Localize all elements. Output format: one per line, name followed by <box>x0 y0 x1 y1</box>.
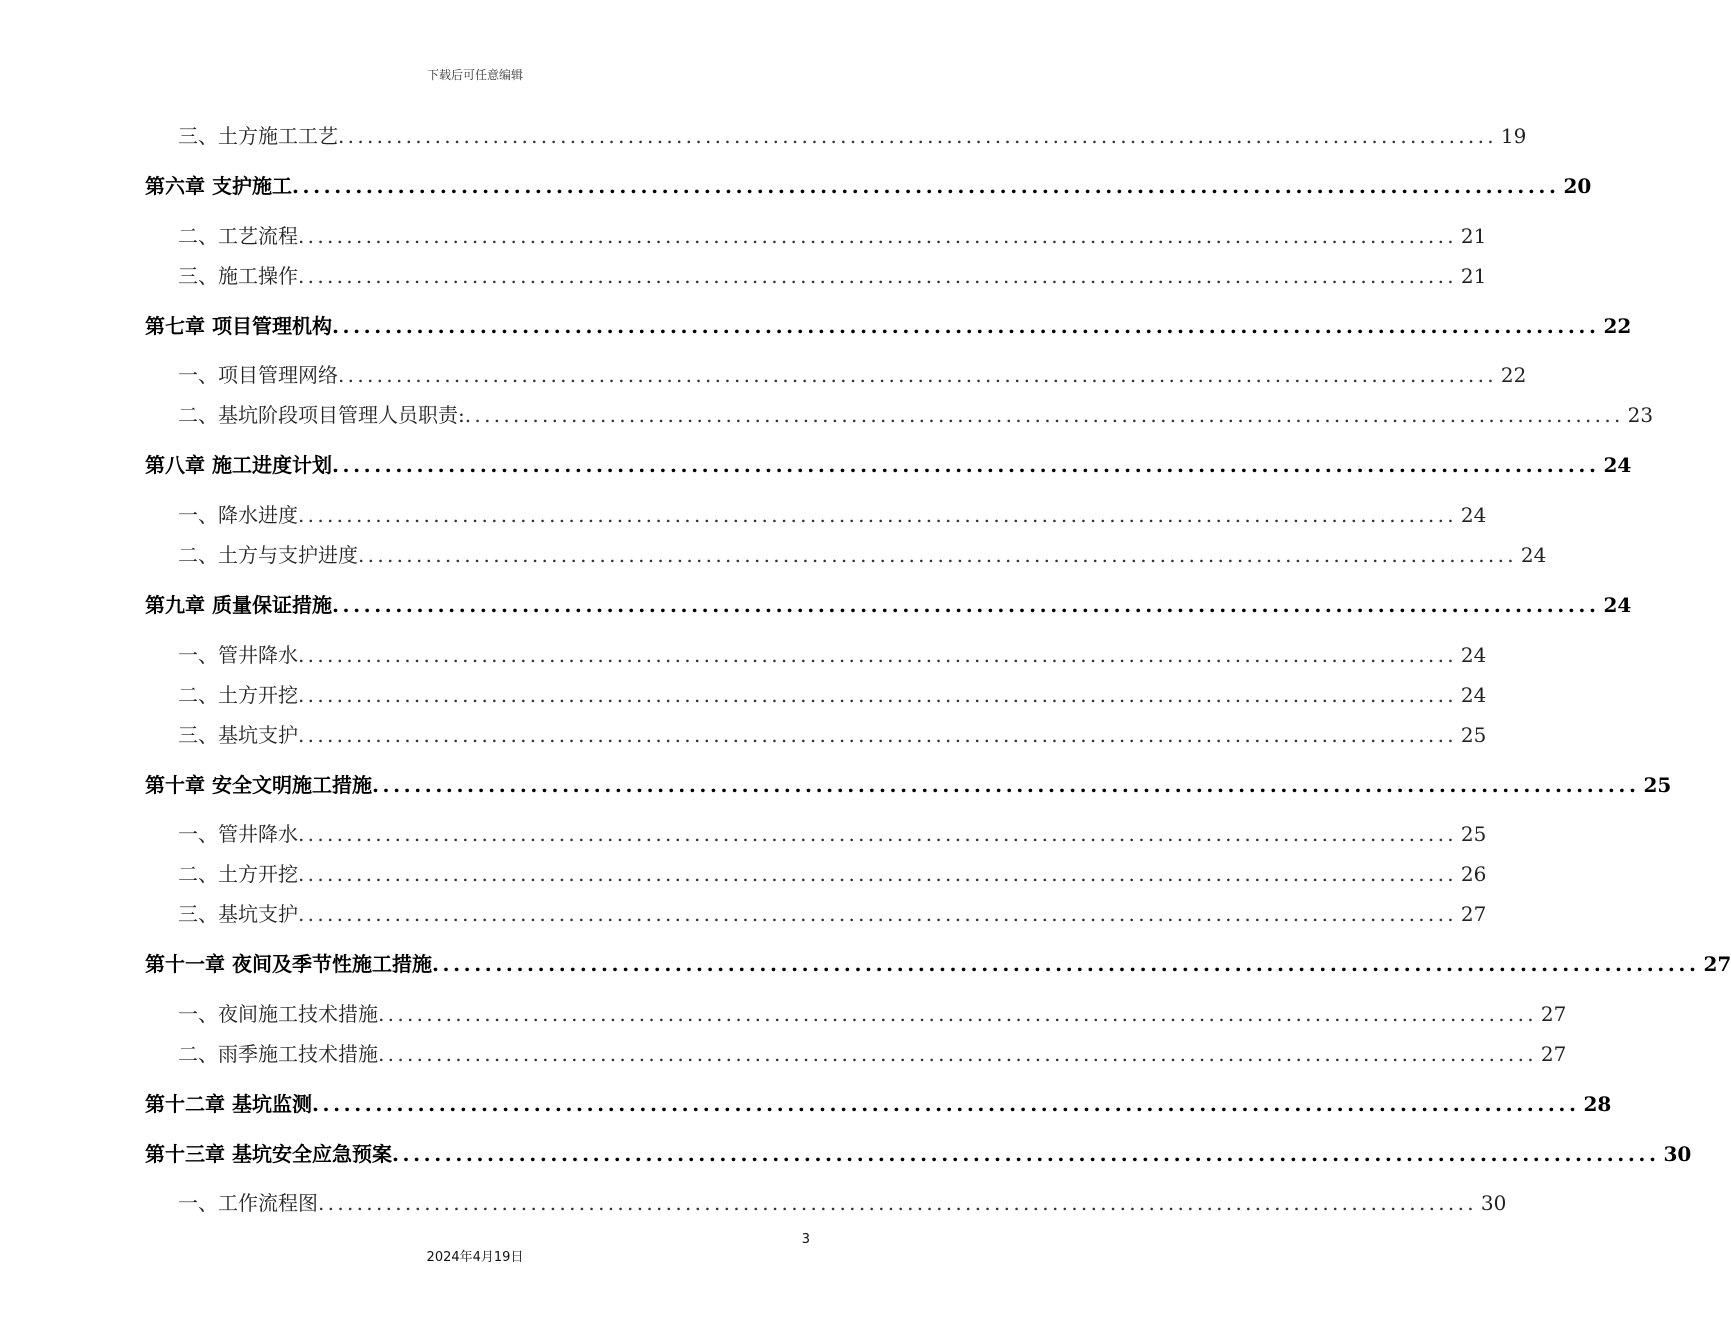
toc-entry-title: 二、工艺流程 <box>178 224 298 248</box>
toc-chapter-entry[interactable] <box>145 310 1632 340</box>
toc-section-entry[interactable] <box>178 719 1487 749</box>
toc-dot-leader: ........................................................................................................................ <box>331 453 1600 477</box>
toc-dot-leader: ........................................................................................................................ <box>464 403 1624 427</box>
toc-dot-leader: ........................................................................................................................ <box>298 902 1457 926</box>
toc-section-entry[interactable] <box>178 858 1487 888</box>
toc-dot-leader: ........................................................................................................................ <box>338 124 1497 148</box>
toc-dot-leader: ........................................................................................................................ <box>391 1142 1660 1166</box>
toc-dot-leader: ........................................................................................................................ <box>298 503 1457 527</box>
toc-section-entry[interactable] <box>178 359 1527 389</box>
toc-section-entry[interactable] <box>178 818 1487 848</box>
toc-entry-title: 第七章 项目管理机构 <box>145 314 332 338</box>
toc-dot-leader: ........................................................................................................................ <box>298 723 1457 747</box>
toc-entry-page: 21 <box>1460 224 1487 248</box>
toc-entry-title: 三、施工操作 <box>178 264 298 288</box>
toc-chapter-entry[interactable] <box>145 170 1592 200</box>
toc-entry-page: 24 <box>1603 453 1632 477</box>
toc-chapter-entry[interactable] <box>145 769 1672 799</box>
toc-entry-title: 第十一章 夜间及季节性施工措施 <box>145 952 432 976</box>
toc-entry-page: 30 <box>1663 1142 1692 1166</box>
toc-entry-title: 三、土方施工工艺 <box>178 124 338 148</box>
toc-dot-leader: ........................................................................................................................ <box>298 643 1457 667</box>
toc-entry-page: 27 <box>1703 952 1731 976</box>
toc-entry-title: 一、工作流程图 <box>178 1191 318 1215</box>
toc-entry-page: 22 <box>1603 314 1632 338</box>
toc-entry-title: 二、基坑阶段项目管理人员职责: <box>178 403 465 427</box>
toc-entry-page: 22 <box>1500 363 1527 387</box>
toc-dot-leader: ........................................................................................................................ <box>291 174 1560 198</box>
toc-dot-leader: ........................................................................................................................ <box>371 773 1640 797</box>
toc-entry-title: 一、项目管理网络 <box>178 363 338 387</box>
toc-entry-page: 19 <box>1500 124 1527 148</box>
toc-chapter-entry[interactable] <box>145 948 1731 978</box>
toc-entry-title: 二、土方与支护进度 <box>178 543 358 567</box>
toc-dot-leader: ........................................................................................................................ <box>298 264 1457 288</box>
toc-entry-page: 24 <box>1460 503 1487 527</box>
footer-date: 2024年4月19日 <box>426 1250 524 1265</box>
toc-section-entry[interactable] <box>178 898 1487 928</box>
toc-section-entry[interactable] <box>178 1187 1507 1217</box>
page-number: 3 <box>801 1232 810 1247</box>
toc-chapter-entry[interactable] <box>145 589 1632 619</box>
toc-section-entry[interactable] <box>178 679 1487 709</box>
toc-dot-leader: ........................................................................................................................ <box>298 862 1457 886</box>
page-header-note: 下载后可任意编辑 <box>426 68 523 82</box>
toc-entry-title: 第八章 施工进度计划 <box>145 453 332 477</box>
toc-dot-leader: ........................................................................................................................ <box>331 593 1600 617</box>
toc-entry-page: 25 <box>1460 822 1487 846</box>
toc-entry-page: 24 <box>1460 643 1487 667</box>
toc-entry-page: 28 <box>1583 1092 1612 1116</box>
toc-entry-page: 25 <box>1460 723 1487 747</box>
toc-entry-title: 一、管井降水 <box>178 643 298 667</box>
toc-dot-leader: ........................................................................................................................ <box>431 952 1700 976</box>
toc-section-entry[interactable] <box>178 260 1487 290</box>
toc-entry-title: 第九章 质量保证措施 <box>145 593 332 617</box>
toc-dot-leader: ........................................................................................................................ <box>298 822 1457 846</box>
toc-section-entry[interactable] <box>178 220 1487 250</box>
toc-chapter-entry[interactable] <box>145 449 1632 479</box>
toc-entry-page: 24 <box>1603 593 1632 617</box>
toc-entry-title: 二、土方开挖 <box>178 862 298 886</box>
toc-entry-page: 21 <box>1460 264 1487 288</box>
toc-entry-page: 27 <box>1540 1002 1567 1026</box>
toc-entry-title: 第六章 支护施工 <box>145 174 292 198</box>
toc-dot-leader: ........................................................................................................................ <box>378 1042 1537 1066</box>
toc-section-entry[interactable] <box>178 120 1527 150</box>
toc-section-entry[interactable] <box>178 499 1487 529</box>
toc-entry-title: 第十三章 基坑安全应急预案 <box>145 1142 392 1166</box>
toc-section-entry[interactable] <box>178 399 1654 429</box>
toc-entry-page: 25 <box>1643 773 1672 797</box>
toc-entry-title: 二、土方开挖 <box>178 683 298 707</box>
toc-section-entry[interactable] <box>178 639 1487 669</box>
toc-entry-page: 27 <box>1460 902 1487 926</box>
toc-section-entry[interactable] <box>178 1038 1567 1068</box>
toc-dot-leader: ........................................................................................................................ <box>318 1191 1477 1215</box>
toc-dot-leader: ........................................................................................................................ <box>298 683 1457 707</box>
toc-entry-page: 26 <box>1460 862 1487 886</box>
toc-chapter-entry[interactable] <box>145 1138 1692 1168</box>
toc-chapter-entry[interactable] <box>145 1088 1612 1118</box>
toc-entry-title: 一、夜间施工技术措施 <box>178 1002 378 1026</box>
toc-dot-leader: ........................................................................................................................ <box>338 363 1497 387</box>
toc-entry-title: 第十章 安全文明施工措施 <box>145 773 372 797</box>
toc-entry-title: 一、降水进度 <box>178 503 298 527</box>
toc-section-entry[interactable] <box>178 539 1547 569</box>
toc-entry-page: 20 <box>1563 174 1592 198</box>
toc-entry-page: 23 <box>1627 403 1654 427</box>
toc-entry-title: 三、基坑支护 <box>178 902 298 926</box>
toc-dot-leader: ........................................................................................................................ <box>311 1092 1580 1116</box>
toc-entry-title: 二、雨季施工技术措施 <box>178 1042 378 1066</box>
toc-entry-page: 24 <box>1520 543 1547 567</box>
toc-entry-page: 30 <box>1480 1191 1507 1215</box>
toc-entry-title: 一、管井降水 <box>178 822 298 846</box>
toc-dot-leader: ........................................................................................................................ <box>358 543 1517 567</box>
toc-dot-leader: ........................................................................................................................ <box>298 224 1457 248</box>
toc-entry-page: 24 <box>1460 683 1487 707</box>
toc-dot-leader: ........................................................................................................................ <box>331 314 1600 338</box>
toc-section-entry[interactable] <box>178 998 1567 1028</box>
toc-entry-page: 27 <box>1540 1042 1567 1066</box>
toc-entry-title: 三、基坑支护 <box>178 723 298 747</box>
toc-dot-leader: ........................................................................................................................ <box>378 1002 1537 1026</box>
toc-entry-title: 第十二章 基坑监测 <box>145 1092 312 1116</box>
